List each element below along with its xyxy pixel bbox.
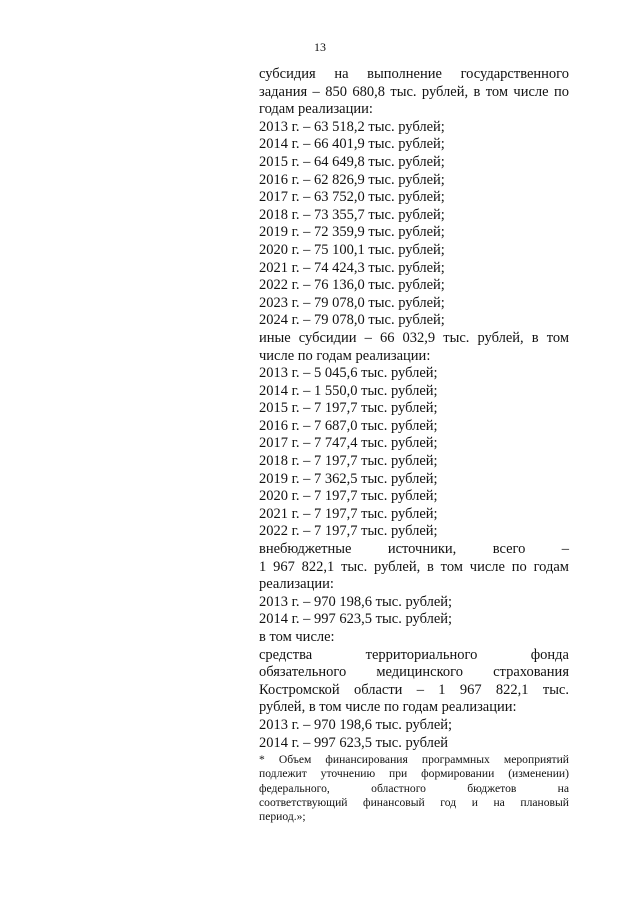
- text-line: средства территориального фонда: [259, 646, 569, 663]
- text-line: 2014 г. – 66 401,9 тыс. рублей;: [259, 136, 445, 153]
- text-line: 2020 г. – 75 100,1 тыс. рублей;: [259, 241, 445, 258]
- text-line: обязательного медицинского страхования: [259, 664, 569, 681]
- text-line: 2013 г. – 5 045,6 тыс. рублей;: [259, 365, 438, 382]
- text-line: субсидия на выполнение государственного: [259, 66, 569, 82]
- document-body: [259, 66, 569, 825]
- text-line: Костромской области – 1 967 822,1 тыс.: [259, 681, 569, 698]
- text-line: в том числе:: [259, 629, 335, 645]
- text-line: 2021 г. – 7 197,7 тыс. рублей;: [259, 505, 438, 522]
- text-line: 2017 г. – 63 752,0 тыс. рублей;: [259, 189, 445, 206]
- text-line: 2014 г. – 1 550,0 тыс. рублей;: [259, 382, 438, 399]
- text-line: задания – 850 680,8 тыс. рублей, в том числе по: [259, 83, 569, 100]
- text-line: 2020 г. – 7 197,7 тыс. рублей;: [259, 488, 438, 505]
- footnote: [259, 753, 569, 824]
- financing-text: [259, 66, 569, 752]
- text-line: 2019 г. – 7 362,5 тыс. рублей;: [259, 470, 438, 487]
- text-line: 2019 г. – 72 359,9 тыс. рублей;: [259, 224, 445, 241]
- text-line: 2022 г. – 7 197,7 тыс. рублей;: [259, 523, 438, 540]
- text-line: 2014 г. – 997 623,5 тыс. рублей;: [259, 611, 453, 628]
- text-line: 2014 г. – 997 623,5 тыс. рублей: [259, 734, 449, 751]
- text-line: числе по годам реализации:: [259, 347, 431, 364]
- text-line: иные субсидии – 66 032,9 тыс. рублей, в том: [259, 329, 569, 346]
- text-line: реализации:: [259, 576, 334, 593]
- footnote-line: * Объем финансирования программных мероприятий: [259, 753, 569, 767]
- text-line: 2023 г. – 79 078,0 тыс. рублей;: [259, 294, 445, 311]
- text-line: 2018 г. – 73 355,7 тыс. рублей;: [259, 206, 445, 223]
- text-line: 2021 г. – 74 424,3 тыс. рублей;: [259, 259, 445, 276]
- text-line: 2013 г. – 970 198,6 тыс. рублей;: [259, 593, 453, 610]
- text-line: рублей, в том числе по годам реализации:: [259, 699, 517, 716]
- footnote-line: соответствующий финансовый год и на плановый: [259, 796, 569, 810]
- text-line: годам реализации:: [259, 101, 373, 118]
- text-line: 2017 г. – 7 747,4 тыс. рублей;: [259, 435, 438, 452]
- text-line: 2016 г. – 62 826,9 тыс. рублей;: [259, 171, 445, 188]
- text-line: 2015 г. – 7 197,7 тыс. рублей;: [259, 400, 438, 417]
- footnote-line: период.»;: [259, 810, 306, 824]
- text-line: 2013 г. – 63 518,2 тыс. рублей;: [259, 118, 445, 135]
- text-line: 2016 г. – 7 687,0 тыс. рублей;: [259, 417, 438, 434]
- footnote-line: подлежит уточнению при формировании (изменении): [259, 767, 569, 781]
- text-line: 1 967 822,1 тыс. рублей, в том числе по годам: [259, 558, 569, 575]
- text-line: 2013 г. – 970 198,6 тыс. рублей;: [259, 716, 453, 733]
- text-line: 2018 г. – 7 197,7 тыс. рублей;: [259, 453, 438, 470]
- text-line: 2015 г. – 64 649,8 тыс. рублей;: [259, 153, 445, 170]
- text-line: внебюджетные источники, всего –: [259, 541, 569, 558]
- text-line: 2024 г. – 79 078,0 тыс. рублей;: [259, 312, 445, 329]
- page-number: 13: [314, 40, 326, 54]
- footnote-line: федерального, областного бюджетов на: [259, 781, 569, 795]
- text-line: 2022 г. – 76 136,0 тыс. рублей;: [259, 277, 445, 294]
